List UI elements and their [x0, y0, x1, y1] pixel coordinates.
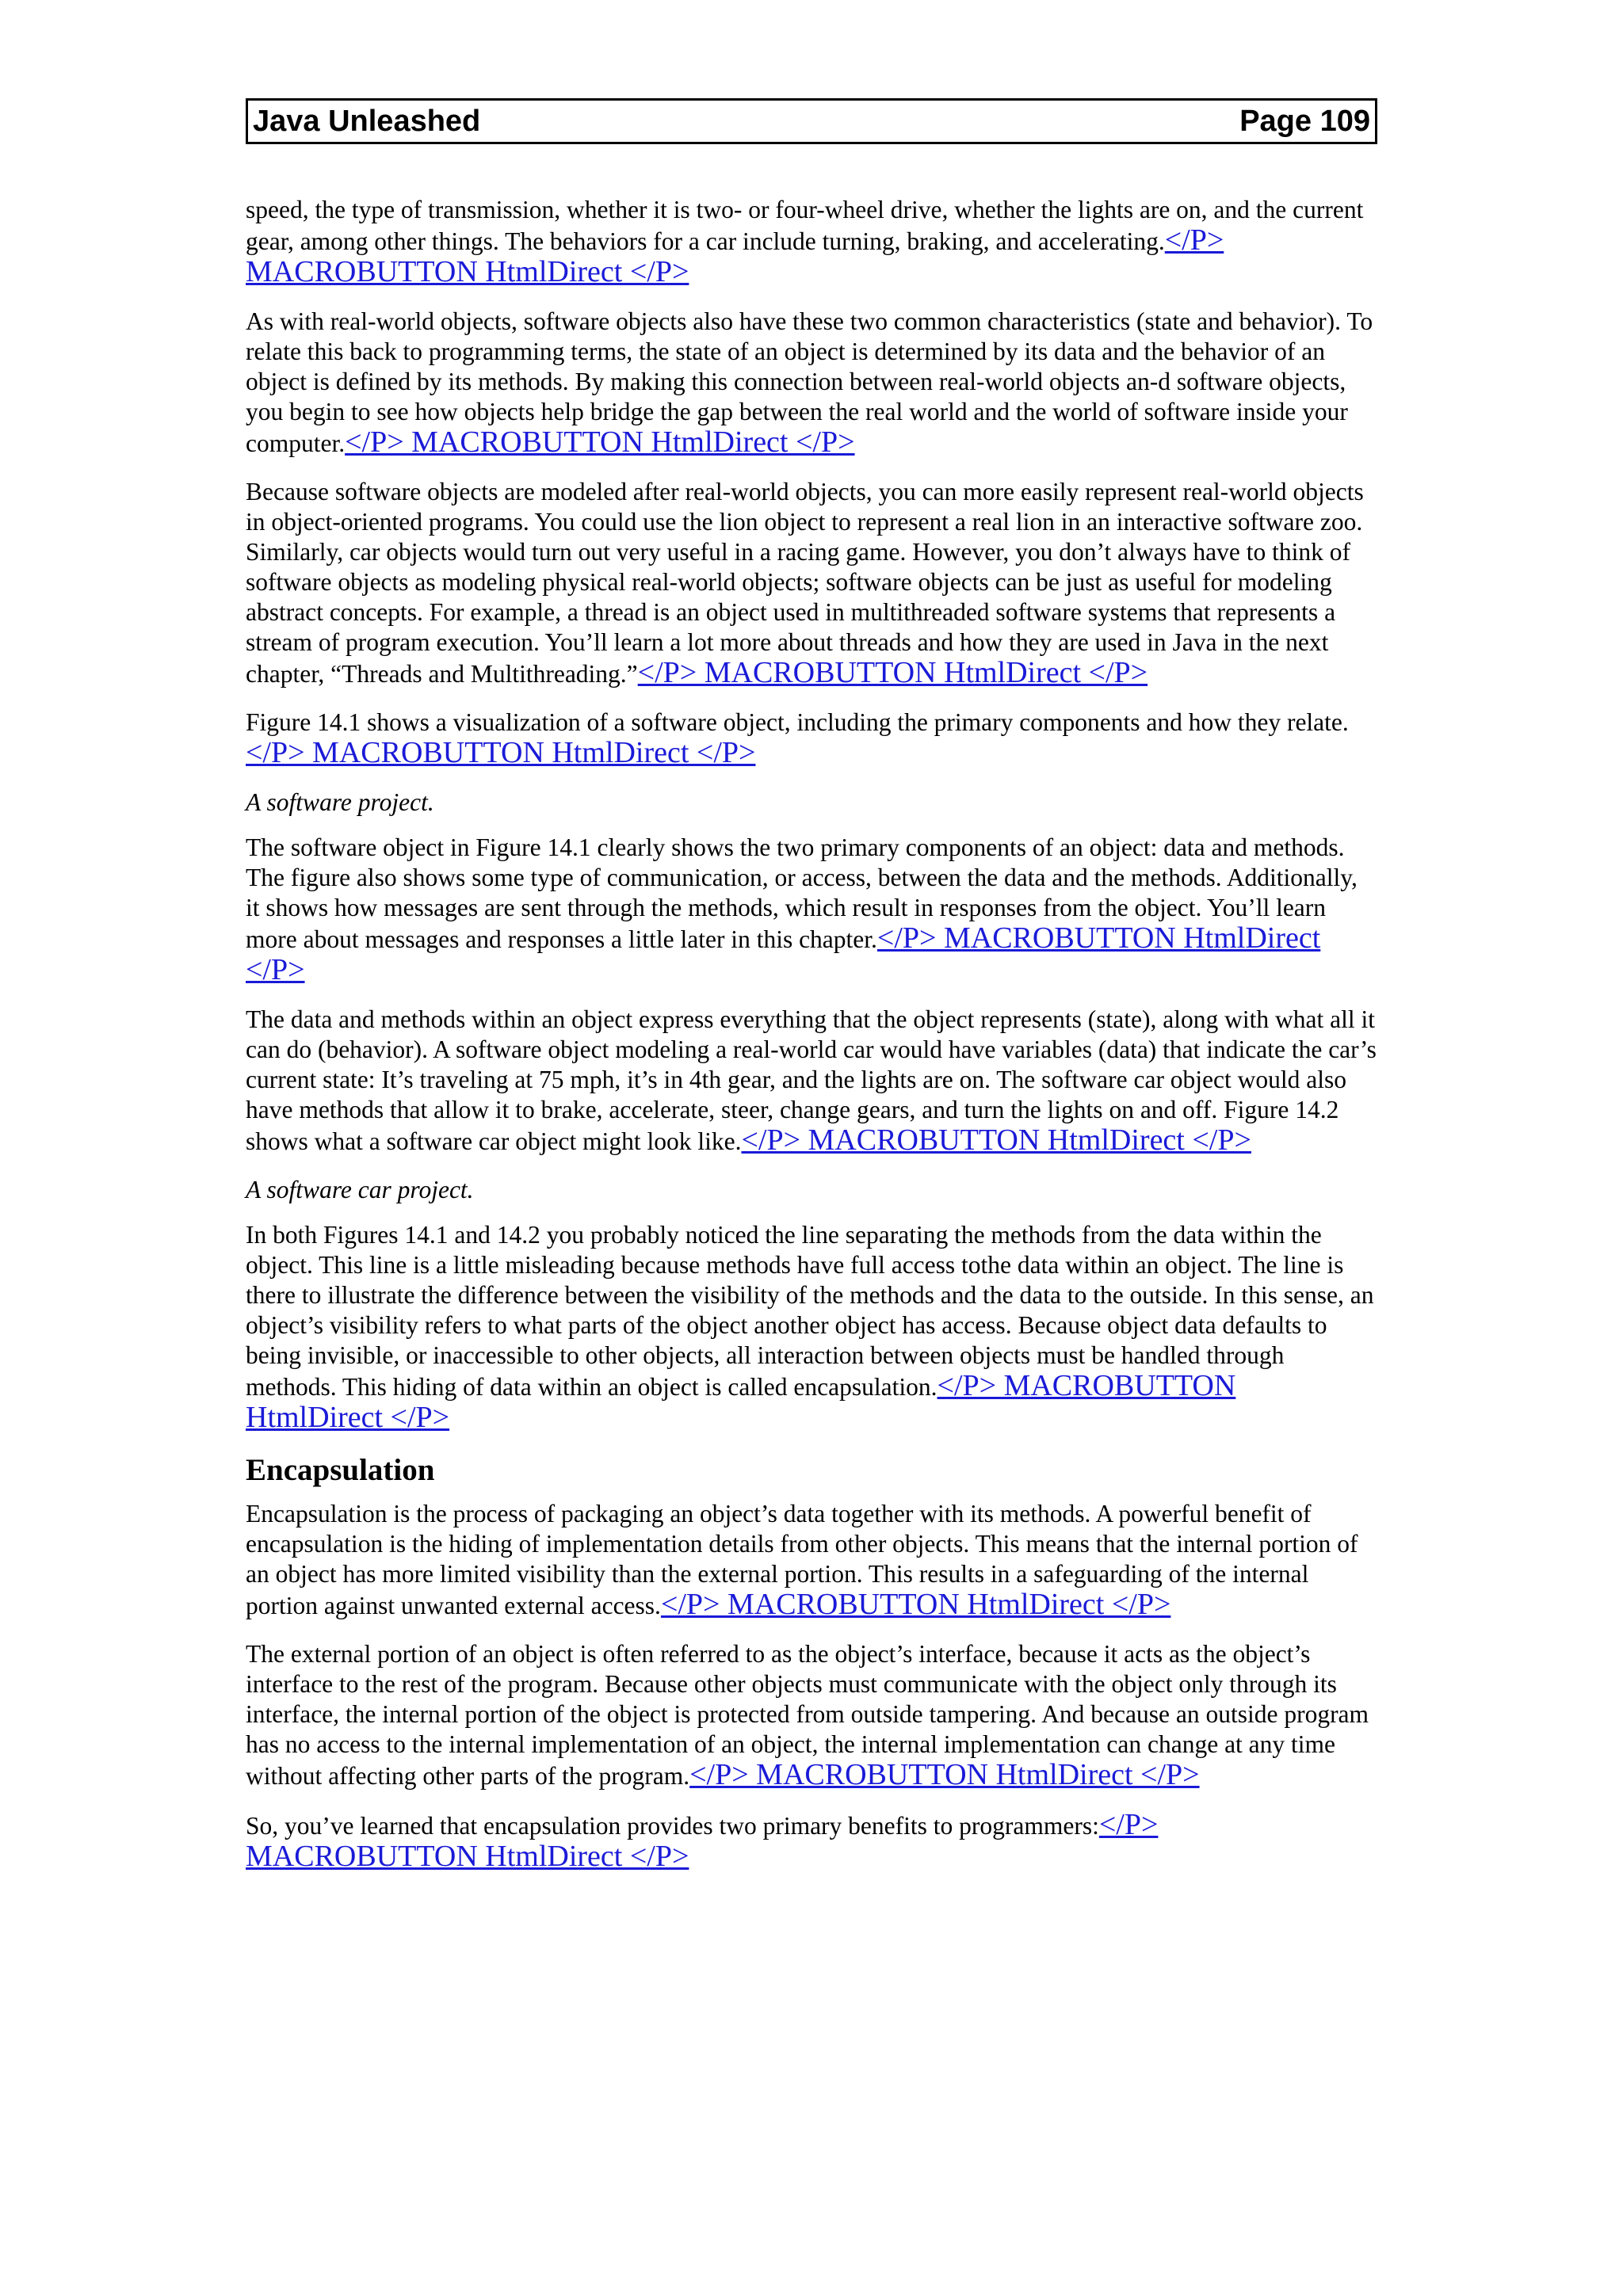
macrobutton-link[interactable]: </P> MACROBUTTON HtmlDirect </P>: [246, 1369, 1236, 1434]
macrobutton-link[interactable]: </P> MACROBUTTON HtmlDirect </P>: [660, 1588, 1171, 1621]
macrobutton-link[interactable]: </P> MACROBUTTON HtmlDirect </P>: [689, 1758, 1200, 1791]
macrobutton-link[interactable]: </P> MACROBUTTON HtmlDirect </P>: [246, 223, 1224, 288]
figure-caption: A software car project.: [246, 1176, 474, 1203]
book-title: Java Unleashed: [253, 104, 481, 138]
macrobutton-link[interactable]: </P> MACROBUTTON HtmlDirect </P>: [345, 425, 855, 459]
paragraph: speed, the type of transmission, whether it is two- or four-wheel drive, whether the lights are on, and the current gear, among other things. The behaviors for a car include turning, braking, and accelerating.</P> MACROBUTTON HtmlDirect </P>: [246, 196, 1364, 288]
macrobutton-link[interactable]: </P> MACROBUTTON HtmlDirect </P>: [741, 1123, 1251, 1157]
figure-caption: A software project.: [246, 788, 434, 816]
paragraph: In both Figures 14.1 and 14.2 you probably noticed the line separating the methods from the data within the object. This line is a little misleading because methods have full access tothe data within an object. The line is there to illustrate the difference between the visibility of the methods and the data to the outside. In this sense, an object’s visibility refers to what parts of the object another object has access. Because object data defaults to being invisible, or inaccessible to other objects, all interaction between objects must be handled through methods. This hiding of data within an object is called encapsulation.</P> MACROBUTTON HtmlDirect </P>: [246, 1221, 1374, 1434]
paragraph: So, you’ve learned that encapsulation provides two primary benefits to programmers:</P> MACROBUTTON HtmlDirect </P>: [246, 1808, 1159, 1873]
macrobutton-link[interactable]: </P> MACROBUTTON HtmlDirect </P>: [246, 736, 756, 769]
macrobutton-link[interactable]: </P> MACROBUTTON HtmlDirect </P>: [246, 1808, 1159, 1873]
paragraph: Figure 14.1 shows a visualization of a software object, including the primary components and how they relate.</P> MACROBUTTON HtmlDirect </P>: [246, 708, 1349, 769]
paragraph: Encapsulation is the process of packaging an object’s data together with its methods. A powerful benefit of encapsulation is the hiding of implementation details from other objects. This means that the internal portion of an object has more limited visibility than the external portion. This results in a safeguarding of the internal portion against unwanted external access.</P> MACROBUTTON HtmlDirect </P>: [246, 1500, 1358, 1621]
section-heading: Encapsulation: [246, 1453, 435, 1487]
paragraph: The software object in Figure 14.1 clearly shows the two primary components of an object: data and methods. The figure also shows some type of communication, or access, between the data and the methods. Additionally, it shows how messages are sent through the methods, which result in responses from the object. You’ll learn more about messages and responses a little later in this chapter.</P> MACROBUTTON HtmlDirect </P>: [246, 833, 1358, 986]
macrobutton-link[interactable]: </P> MACROBUTTON HtmlDirect </P>: [246, 921, 1321, 986]
paragraph: The data and methods within an object express everything that the object represents (state), along with what all it can do (behavior). A software object modeling a real-world car would have variables (data) that indicate the car’s current state: It’s traveling at 75 mph, it’s in 4th gear, and the lights are on. The software car object would also have methods that allow it to brake, accelerate, steer, change gears, and turn the lights on and off. Figure 14.2 shows what a software car object might look like.</P> MACROBUTTON HtmlDirect </P>: [246, 1005, 1377, 1157]
macrobutton-link[interactable]: </P> MACROBUTTON HtmlDirect </P>: [637, 656, 1148, 689]
paragraph: The external portion of an object is often referred to as the object’s interface, because it acts as the object’s interface to the rest of the program. Because other objects must communicate with the object only through its interface, the internal portion of the object is protected from outside tampering. And because an outside program has no access to the internal implementation of an object, the internal implementation can change at any time without affecting other parts of the program.</P> MACROBUTTON HtmlDirect </P>: [246, 1640, 1369, 1791]
page-content: [246, 195, 1377, 1891]
page-number: Page 109: [1239, 104, 1370, 138]
page-header: [246, 98, 1377, 144]
paragraph: Because software objects are modeled after real-world objects, you can more easily represent real-world objects in object-oriented programs. You could use the lion object to represent a real lion in an interactive software zoo. Similarly, car objects would turn out very useful in a racing game. However, you don’t always have to think of software objects as modeling physical real-world objects; software objects can be just as useful for modeling abstract concepts. For example, a thread is an object used in multithreaded software systems that represents a stream of program execution. You’ll learn a lot more about threads and how they are used in Java in the next chapter, “Threads and Multithreading.”</P> MACROBUTTON HtmlDirect </P>: [246, 478, 1364, 689]
paragraph: As with real-world objects, software objects also have these two common characteristics (state and behavior). To relate this back to programming terms, the state of an object is determined by its data and the behavior of an object is defined by its methods. By making this connection between real-world objects an-d software objects, you begin to see how objects help bridge the gap between the real world and the world of software inside your computer.</P> MACROBUTTON HtmlDirect </P>: [246, 307, 1373, 459]
